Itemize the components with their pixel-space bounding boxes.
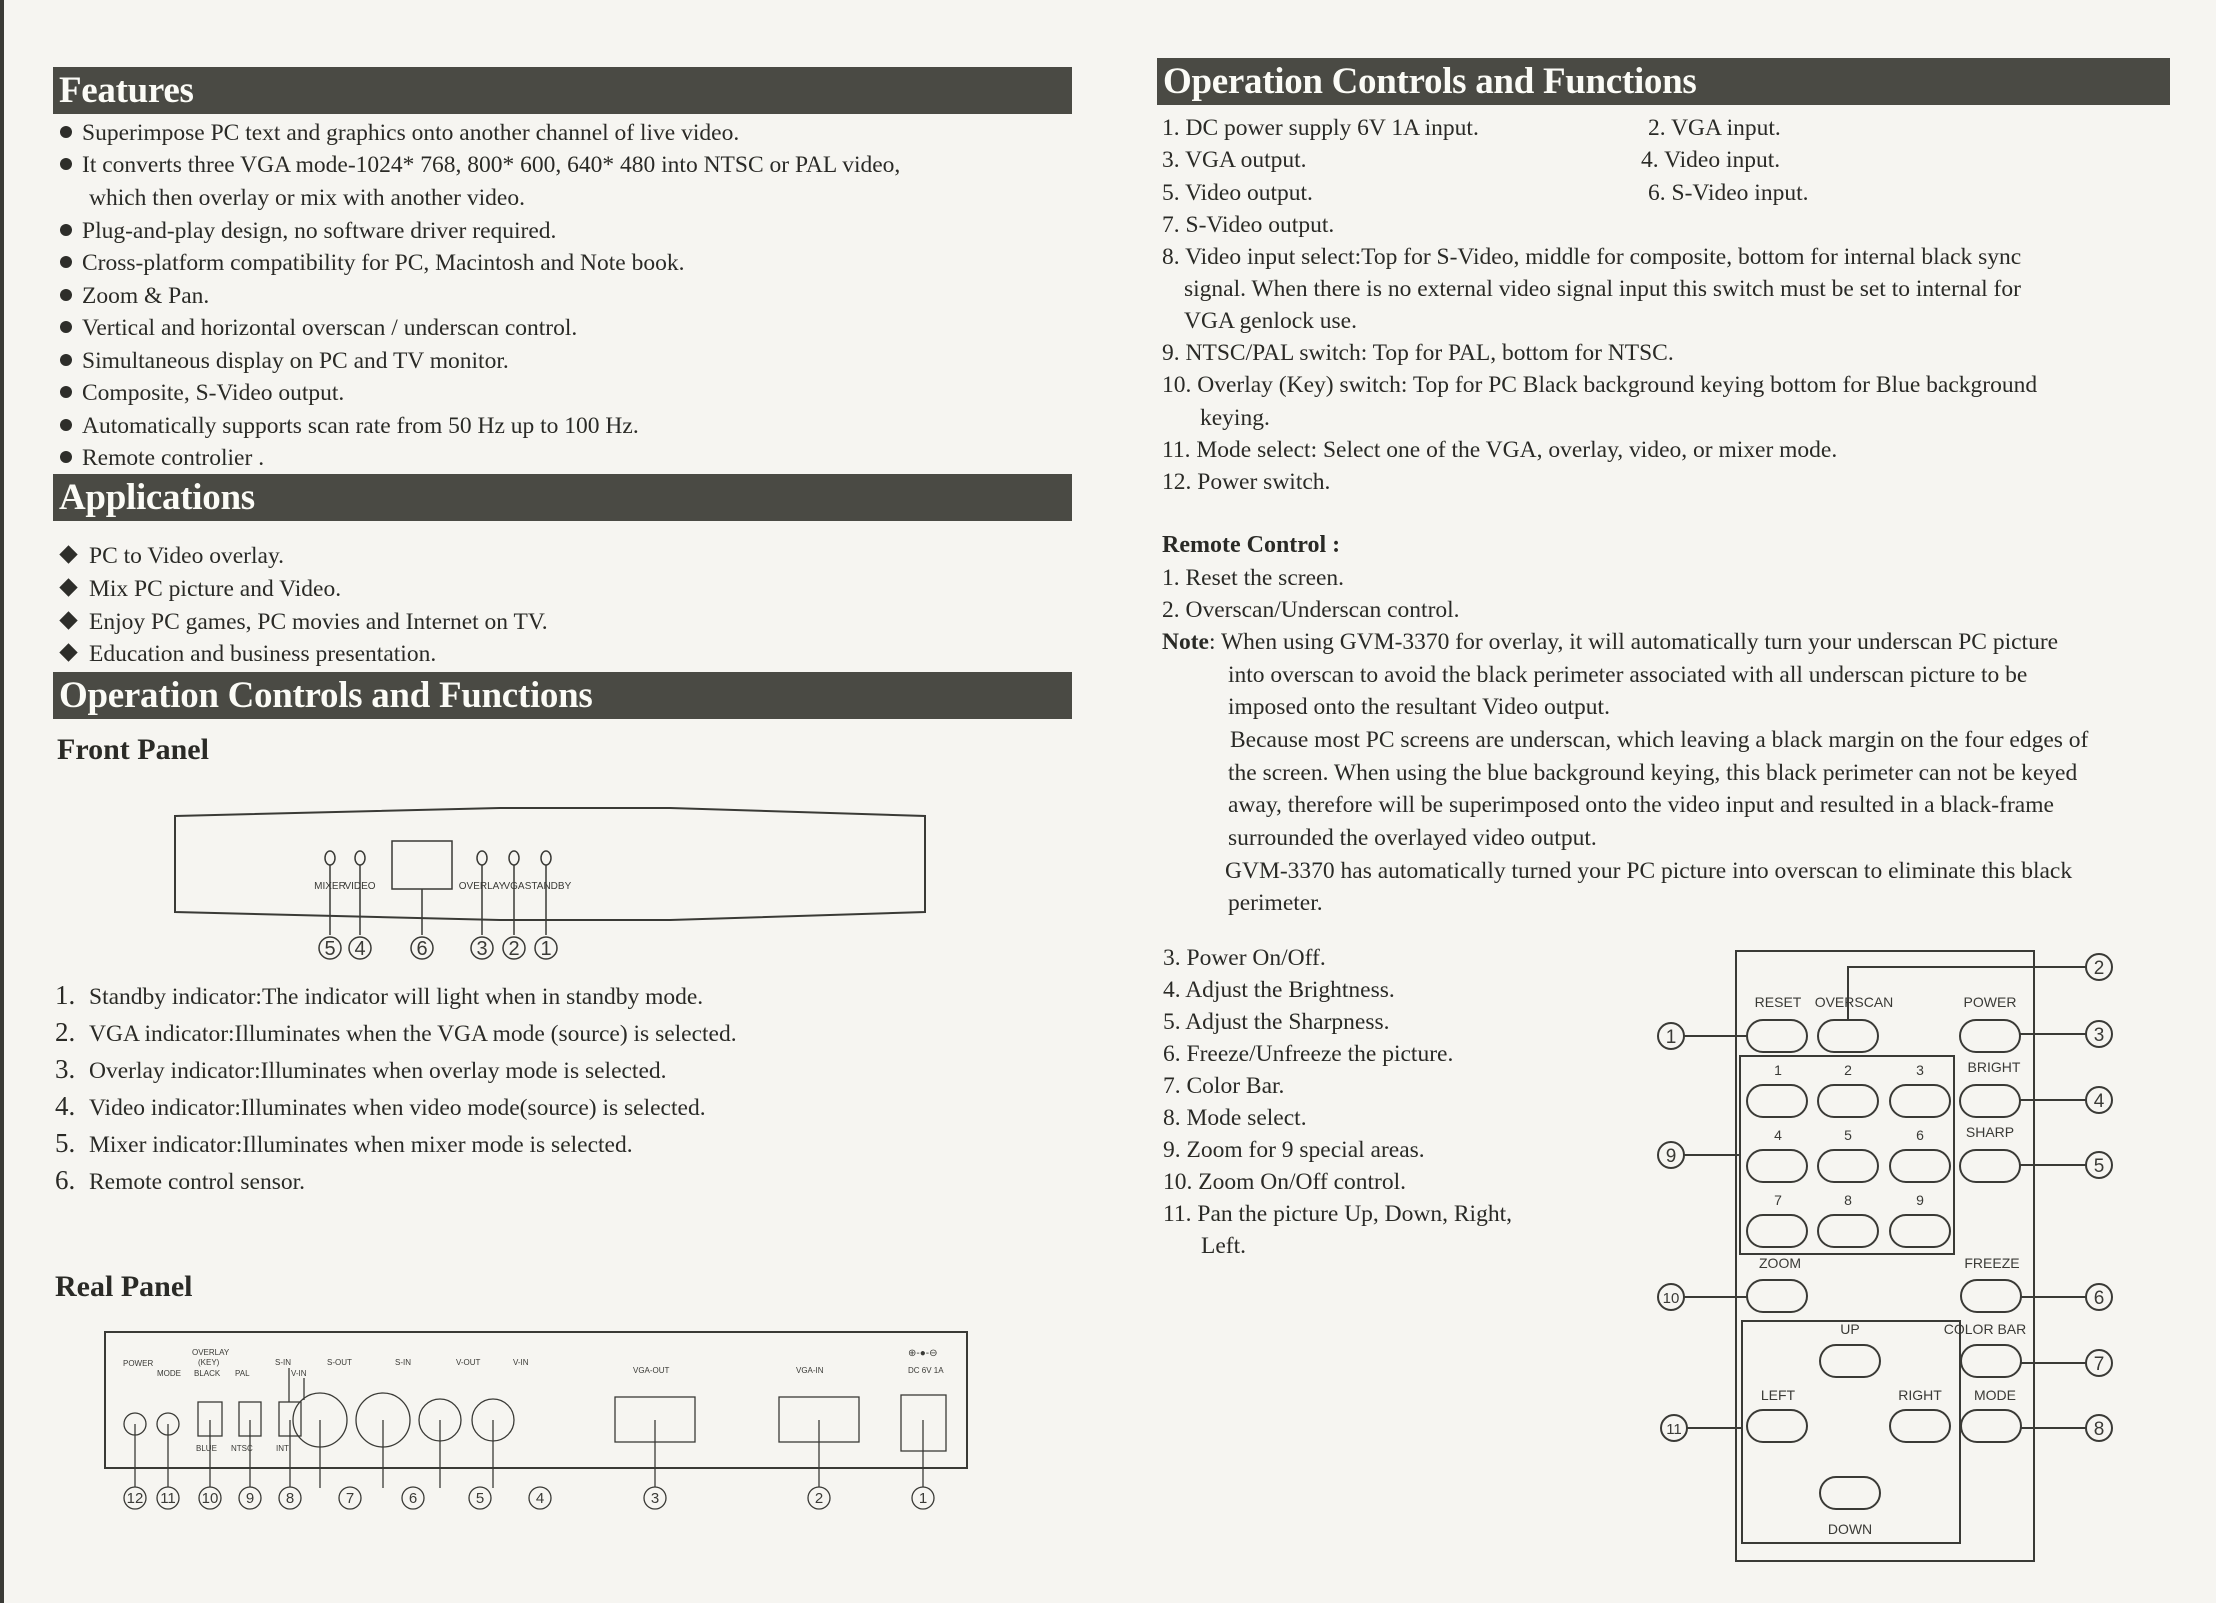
operation-item: 3. VGA output.	[1162, 147, 1307, 173]
front-panel-outline	[175, 808, 925, 920]
applications-header	[53, 474, 1072, 521]
operation-item: 10. Overlay (Key) switch: Top for PC Black background keying bottom for Blue background	[1162, 372, 2038, 398]
mixer-led-icon	[325, 851, 335, 865]
video-label: VIDEO	[344, 881, 376, 892]
remote-item: 10. Zoom On/Off control.	[1163, 1169, 1407, 1195]
feature-item: Cross-platform compatibility for PC, Macintosh and Note book.	[60, 248, 684, 278]
feature-item: Superimpose PC text and graphics onto another channel of live video.	[60, 118, 739, 148]
remote-item: 8. Mode select.	[1163, 1105, 1307, 1131]
remote-item: 2. Overscan/Underscan control.	[1162, 597, 1460, 623]
left-label: LEFT	[1760, 1387, 1796, 1403]
feature-item: Zoom & Pan.	[60, 281, 209, 311]
key-3-button	[1890, 1085, 1950, 1117]
bullet-icon	[60, 158, 72, 170]
note-label: Note	[1162, 629, 1209, 655]
note-line: Because most PC screens are underscan, which leaving a black margin on the four edges of	[1230, 727, 2089, 753]
vga-led-icon	[509, 851, 519, 865]
int-label: INT	[276, 1444, 289, 1453]
callout-5: 5	[324, 938, 336, 960]
operation-item: 11. Mode select: Select one of the VGA, overlay, video, or mixer mode.	[1162, 437, 1838, 463]
bullet-icon	[60, 289, 72, 301]
key-2-label: 2	[1844, 1062, 1852, 1078]
rear-callout-1: 1	[918, 1490, 928, 1507]
front-panel-item: 3. Overlay indicator:Illuminates when overlay mode is selected.	[55, 1054, 667, 1084]
operation-item: 12. Power switch.	[1162, 469, 1331, 495]
down-label: DOWN	[1827, 1521, 1873, 1537]
rear-callout-8: 8	[285, 1490, 295, 1507]
s-out-label: S-OUT	[327, 1358, 352, 1367]
key-6-label: 6	[1916, 1127, 1924, 1143]
remote-item: 1. Reset the screen.	[1162, 565, 1345, 591]
key-7-button	[1747, 1215, 1807, 1247]
key-6-button	[1890, 1150, 1950, 1182]
key-5-button	[1818, 1150, 1878, 1182]
operation-title-right: Operation Controls and Functions	[1163, 61, 1697, 102]
front-panel-item: 6. Remote control sensor.	[55, 1165, 306, 1195]
key-4-label: 4	[1774, 1127, 1782, 1143]
application-item: PC to Video overlay.	[56, 541, 284, 571]
operation-title: Operation Controls and Functions	[59, 675, 593, 716]
right-button	[1890, 1410, 1950, 1442]
rear-panel-heading: Real Panel	[55, 1270, 193, 1303]
diamond-bullet-icon	[59, 578, 77, 596]
key-4-button	[1747, 1150, 1807, 1182]
freeze-button	[1961, 1280, 2021, 1312]
features-header	[53, 67, 1072, 114]
key-1-label: 1	[1774, 1062, 1782, 1078]
rear-callout-9: 9	[245, 1490, 255, 1507]
note-line: the screen. When using the blue background keying, this black perimeter can not be keyed	[1228, 760, 2078, 786]
remote-item: 4. Adjust the Brightness.	[1163, 977, 1395, 1003]
remote-callout-3: 3	[2093, 1025, 2105, 1046]
rear-panel-diagram	[95, 1320, 985, 1520]
bright-button	[1960, 1085, 2020, 1117]
feature-item: Vertical and horizontal overscan / underscan control.	[60, 313, 577, 343]
operation-item: 5. Video output.	[1162, 180, 1313, 206]
bullet-icon	[60, 419, 72, 431]
operation-item-continuation: keying.	[1200, 405, 1270, 431]
polarity-icon: ⊕-●-⊖	[908, 1348, 938, 1359]
note-line: imposed onto the resultant Video output.	[1228, 694, 1610, 720]
power-label: POWER	[123, 1359, 154, 1368]
reset-label: RESET	[1754, 994, 1802, 1010]
diamond-bullet-icon	[59, 643, 77, 661]
bullet-icon	[60, 224, 72, 236]
operation-header-right	[1157, 58, 2170, 105]
remote-callout-9: 9	[1665, 1146, 1677, 1167]
sharp-button	[1960, 1150, 2020, 1182]
remote-item-continuation: Left.	[1201, 1233, 1247, 1259]
front-panel-item: 2. VGA indicator:Illuminates when the VGA mode (source) is selected.	[55, 1017, 737, 1047]
rear-callout-4: 4	[535, 1490, 545, 1507]
mode-button	[1961, 1410, 2021, 1442]
rear-callout-7: 7	[345, 1490, 355, 1507]
mixer-label: MIXER	[314, 881, 346, 892]
bullet-icon	[60, 386, 72, 398]
bullet-icon	[60, 321, 72, 333]
s-in-label: S-IN	[395, 1358, 411, 1367]
key-3-label: 3	[1916, 1062, 1924, 1078]
overscan-label: OVERSCAN	[1814, 994, 1894, 1010]
remote-sensor-window	[392, 841, 452, 889]
operation-item: 8. Video input select:Top for S-Video, middle for composite, bottom for internal black sync	[1162, 244, 2022, 270]
remote-callout-6: 6	[2093, 1288, 2105, 1309]
bullet-icon	[60, 256, 72, 268]
operation-item: 6. S-Video input.	[1648, 180, 1809, 206]
v-in-select-label: V-IN	[291, 1369, 307, 1378]
feature-item: Remote controlier .	[60, 443, 264, 473]
feature-item: Simultaneous display on PC and TV monitor.	[60, 346, 509, 376]
front-panel-item: 4. Video indicator:Illuminates when video mode(source) is selected.	[55, 1091, 706, 1121]
callout-1: 1	[540, 938, 552, 960]
rear-callout-5: 5	[475, 1490, 485, 1507]
pal-label: PAL	[235, 1369, 250, 1378]
up-button	[1820, 1345, 1880, 1377]
remote-callout-2: 2	[2093, 958, 2105, 979]
features-title: Features	[59, 70, 194, 111]
remote-control-diagram	[1640, 940, 2120, 1580]
bullet-icon	[60, 451, 72, 463]
operation-item-continuation: signal. When there is no external video signal input this switch must be set to internal for	[1184, 276, 2021, 302]
note-line: Note: When using GVM-3370 for overlay, it will automatically turn your underscan PC picture	[1162, 629, 2059, 655]
black-label: BLACK	[194, 1369, 221, 1378]
feature-item: It converts three VGA mode-1024* 768, 800* 600, 640* 480 into NTSC or PAL video,	[60, 150, 900, 180]
operation-item: 4. Video input.	[1641, 147, 1781, 173]
callout-2: 2	[508, 938, 520, 960]
power-label: POWER	[1963, 994, 2017, 1010]
freeze-label: FREEZE	[1964, 1255, 2020, 1271]
operation-item-continuation: VGA genlock use.	[1184, 308, 1357, 334]
diamond-bullet-icon	[59, 545, 77, 563]
vga-out-label: VGA-OUT	[633, 1366, 670, 1375]
diamond-bullet-icon	[59, 611, 77, 629]
remote-item: 5. Adjust the Sharpness.	[1163, 1009, 1390, 1035]
remote-item: 9. Zoom for 9 special areas.	[1163, 1137, 1425, 1163]
front-panel-item: 5. Mixer indicator:Illuminates when mixer mode is selected.	[55, 1128, 633, 1158]
callout-6: 6	[416, 938, 428, 960]
s-in-select-label: S-IN	[275, 1358, 291, 1367]
key-9-button	[1890, 1215, 1950, 1247]
overscan-button	[1818, 1020, 1878, 1052]
bullet-icon	[60, 354, 72, 366]
feature-item: Plug-and-play design, no software driver required.	[60, 216, 556, 246]
note-line: perimeter.	[1228, 890, 1323, 916]
mode-label: MODE	[157, 1369, 181, 1378]
blue-label: BLUE	[196, 1444, 217, 1453]
remote-callout-8: 8	[2093, 1419, 2105, 1440]
standby-label: STANDBY	[524, 881, 572, 892]
note-line: GVM-3370 has automatically turned your PC picture into overscan to eliminate this black	[1225, 858, 2073, 884]
overlay-key-label: OVERLAY	[192, 1348, 230, 1357]
page-edge	[0, 0, 4, 1603]
sharp-label: SHARP	[1965, 1124, 2015, 1140]
rear-callout-10: 10	[201, 1490, 219, 1507]
mode-label: MODE	[1974, 1387, 2016, 1403]
remote-callout-1: 1	[1665, 1027, 1677, 1048]
key-8-button	[1818, 1215, 1878, 1247]
remote-callout-5: 5	[2093, 1156, 2105, 1177]
bright-label: BRIGHT	[1967, 1059, 2021, 1075]
v-out-label: V-OUT	[456, 1358, 481, 1367]
rear-callout-6: 6	[408, 1490, 418, 1507]
front-panel-heading: Front Panel	[57, 733, 209, 766]
remote-callout-4: 4	[2093, 1091, 2105, 1112]
note-line: into overscan to avoid the black perimeter associated with all underscan picture to be	[1228, 662, 2028, 688]
remote-callout-11: 11	[1666, 1421, 1682, 1438]
operation-header-left	[53, 672, 1072, 719]
rear-callout-11: 11	[160, 1490, 176, 1507]
video-led-icon	[355, 851, 365, 865]
ntsc-label: NTSC	[231, 1444, 253, 1453]
v-in-label: V-IN	[513, 1358, 529, 1367]
rear-callout-2: 2	[814, 1490, 824, 1507]
callout-4: 4	[354, 938, 366, 960]
rear-callout-12: 12	[126, 1490, 144, 1507]
application-item: Education and business presentation.	[56, 639, 436, 669]
standby-led-icon	[541, 851, 551, 865]
power-button	[1960, 1020, 2020, 1052]
remote-item: 6. Freeze/Unfreeze the picture.	[1163, 1041, 1454, 1067]
callout-3: 3	[476, 938, 488, 960]
color-bar-button	[1961, 1345, 2021, 1377]
note-line: surrounded the overlayed video output.	[1228, 825, 1597, 851]
remote-item: 3. Power On/Off.	[1163, 945, 1326, 971]
up-label: UP	[1840, 1321, 1860, 1337]
vga-in-label: VGA-IN	[796, 1366, 824, 1375]
remote-item: 11. Pan the picture Up, Down, Right,	[1163, 1201, 1512, 1227]
feature-item: Automatically supports scan rate from 50 Hz up to 100 Hz.	[60, 411, 639, 441]
bullet-icon	[60, 126, 72, 138]
zoom-label: ZOOM	[1759, 1255, 1801, 1271]
color-bar-label: COLOR BAR	[1943, 1321, 2027, 1337]
feature-item: Composite, S-Video output.	[60, 378, 344, 408]
remote-control-heading: Remote Control :	[1162, 532, 1341, 558]
operation-item: 2. VGA input.	[1648, 115, 1781, 141]
key-2-button	[1818, 1085, 1878, 1117]
operation-item: 7. S-Video output.	[1162, 212, 1335, 238]
zoom-button	[1747, 1280, 1807, 1312]
application-item: Enjoy PC games, PC movies and Internet on TV.	[56, 607, 548, 637]
reset-button	[1747, 1020, 1807, 1052]
remote-item: 7. Color Bar.	[1163, 1073, 1285, 1099]
dc-label: DC 6V 1A	[908, 1366, 944, 1375]
key-1-button	[1747, 1085, 1807, 1117]
overlay-led-icon	[477, 851, 487, 865]
operation-item: 9. NTSC/PAL switch: Top for PAL, bottom for NTSC.	[1162, 340, 1674, 366]
down-button	[1820, 1477, 1880, 1509]
remote-callout-7: 7	[2093, 1354, 2105, 1375]
rear-callout-3: 3	[650, 1490, 660, 1507]
key-label: (KEY)	[198, 1358, 220, 1367]
applications-title: Applications	[59, 477, 255, 518]
overlay-label: OVERLAY	[458, 881, 506, 892]
key-9-label: 9	[1916, 1192, 1924, 1208]
left-button	[1747, 1410, 1807, 1442]
operation-item: 1. DC power supply 6V 1A input.	[1162, 115, 1479, 141]
vga-label: VGA	[503, 881, 525, 892]
note-line: away, therefore will be superimposed onto the video input and resulted in a black-frame	[1228, 792, 2054, 818]
right-label: RIGHT	[1898, 1387, 1942, 1403]
front-panel-item: 1. Standby indicator:The indicator will light when in standby mode.	[55, 980, 704, 1010]
key-8-label: 8	[1844, 1192, 1852, 1208]
key-7-label: 7	[1774, 1192, 1782, 1208]
feature-item-continuation: which then overlay or mix with another video.	[89, 185, 525, 211]
key-5-label: 5	[1844, 1127, 1852, 1143]
front-panel-diagram	[160, 800, 940, 970]
remote-callout-10: 10	[1662, 1290, 1680, 1307]
application-item: Mix PC picture and Video.	[56, 574, 341, 604]
